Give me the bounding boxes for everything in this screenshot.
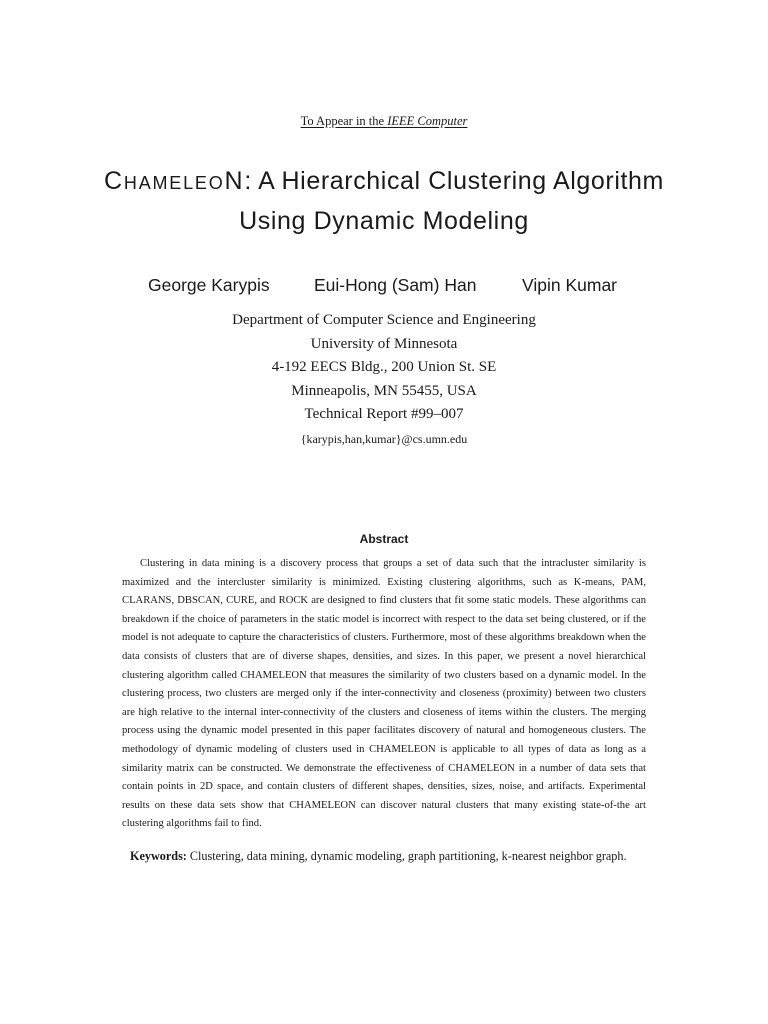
affiliation-line: 4-192 EECS Bldg., 200 Union St. SE [271,359,497,375]
abstract-heading: Abstract [359,532,409,546]
keywords-text: Clustering, data mining, dynamic modeling, graph partitioning, k-nearest neighbor graph. [189,849,627,863]
algorithm-name: CHAMELEON [104,167,245,195]
affiliation-line: Minneapolis, MN 55455, USA [291,382,477,399]
title-line-2: Using Dynamic Modeling [239,207,529,235]
author-name: George Karypis [148,275,270,295]
author-name: Eui-Hong (Sam) Han [314,275,477,295]
venue-name: IEEE Computer [387,114,468,128]
publication-note-text: To Appear in the IEEE Computer [300,114,468,128]
author-emails: {karypis,han,kumar}@cs.umn.edu [300,432,468,446]
paper-title [0,162,768,240]
keywords-line [130,849,650,864]
affiliation-block [0,309,768,427]
keywords-label: Keywords: [130,849,187,863]
publication-note [0,114,768,129]
affiliation-line: University of Minnesota [310,335,458,352]
author-name: Vipin Kumar [522,275,618,295]
affiliation-line: Department of Computer Science and Engineering [232,312,536,328]
title-line-1: CHAMELEON: A Hierarchical Clustering Algorithm [104,167,664,195]
abstract-text: Clustering in data mining is a discovery process that groups a set of data such that the intracluster similarity is maximized and the intercluster similarity is minimized. Existing clustering algorithms, such as K-means, PAM, CLARANS, DBSCAN, CURE, and ROCK are designed to find clusters that fit some static models. These algorithms can breakdown if the choice of parameters in the static model is incorrect with respect to the data set being clustered, or if the model is not adequate to capture the characteristics of clusters. Furthermore, most of these algorithms breakdown when the data consists of clusters that are of diverse shapes, densities, and sizes. In this paper, we present a novel hierarchical clustering algorithm called CHAMELEON that measures the similarity of two clusters based on a dynamic model. In the clustering process, two clusters are merged only if the inter-connectivity and closeness (proximity) between two clusters are high relative to the internal inter-connectivity of the clusters and closeness of items within the clusters. The merging process using the dynamic model presented in this paper facilitates discovery of natural and homogeneous clusters. The methodology of dynamic modeling of clusters used in CHAMELEON is applicable to all types of data as long as a similarity matrix can be constructed. We demonstrate the effectiveness of CHAMELEON in a number of data sets that contain points in 2D space, and contain clusters of different shapes, densities, sizes, noise, and artifacts. Experimental results on these data sets show that CHAMELEON can discover natural clusters that many existing state-of-the art clustering algorithms fail to find. [122,558,646,830]
affiliation-line: Technical Report #99–007 [304,406,464,422]
